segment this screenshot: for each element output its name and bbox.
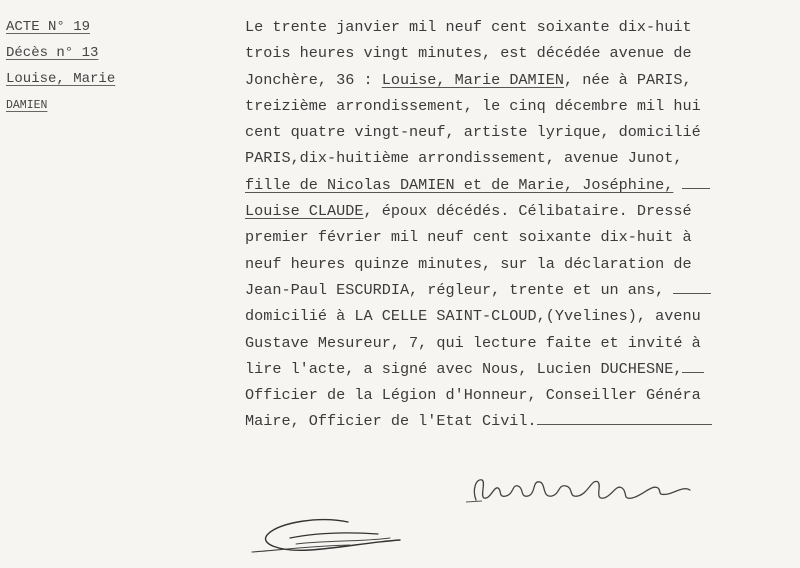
fill-line-16: [537, 423, 712, 425]
deces-number: Décès n° 13: [6, 45, 99, 61]
record-line-12: domicilié à LA CELLE SAINT-CLOUD,(Yvelines), avenu: [245, 307, 701, 326]
record-line-8: [245, 198, 800, 224]
parents-mother: Louise CLAUDE: [245, 202, 364, 221]
record-line-16: [245, 408, 800, 434]
record-line-13: Gustave Mesureur, 7, qui lecture faite et invité à: [245, 333, 701, 352]
record-line-14-text: lire l'acte, a signé avec Nous, Lucien DUCHESNE,: [245, 359, 683, 378]
record-line-16-text: Maire, Officier de l'Etat Civil.: [245, 412, 537, 431]
record-body: [245, 14, 800, 435]
record-line-9: premier février mil neuf cent soixante dix-huit à: [245, 228, 692, 247]
deceased-first-names: Louise, Marie: [6, 71, 116, 87]
record-line-5: cent quatre vingt-neuf, artiste lyrique, domicilié: [245, 123, 701, 142]
deceased-name: Louise, Marie DAMIEN: [381, 70, 564, 89]
record-line-3-end: , née à PARIS,: [564, 70, 692, 89]
acte-number: ACTE N° 19: [6, 19, 91, 35]
record-line-7: [245, 172, 800, 198]
record-line-3-start: Jonchère, 36 :: [245, 70, 382, 89]
officer-signature: [250, 512, 440, 564]
parents-father: fille de Nicolas DAMIEN et de Marie, Joséphine,: [245, 175, 674, 194]
officer-signature-drawing: [250, 512, 440, 564]
declarant-signature-drawing: [462, 470, 702, 510]
fill-line-14: [682, 371, 704, 373]
fill-line-11: [673, 292, 711, 294]
record-line-8-end: , époux décédés. Célibataire. Dressé: [363, 202, 692, 221]
record-line-2: trois heures vingt minutes, est décédée avenue de: [245, 44, 692, 63]
deceased-surname: DAMIEN: [6, 99, 48, 112]
fill-line-7: [682, 187, 710, 189]
record-line-11-text: Jean-Paul ESCURDIA, régleur, trente et un ans,: [245, 280, 665, 299]
record-line-10: neuf heures quinze minutes, sur la déclaration de: [245, 254, 692, 273]
record-line-1: Le trente janvier mil neuf cent soixante dix-huit: [245, 18, 692, 36]
record-line-3: [245, 67, 800, 93]
record-line-15: Officier de la Légion d'Honneur, Conseiller Généra: [245, 386, 701, 405]
record-line-14: [245, 356, 800, 382]
margin-notes: [6, 14, 176, 118]
declarant-signature: [462, 470, 702, 510]
record-line-6: PARIS,dix-huitième arrondissement, avenue Junot,: [245, 149, 692, 168]
record-line-11: [245, 277, 800, 303]
record-line-4: treizième arrondissement, le cinq décembre mil hui: [245, 96, 701, 115]
